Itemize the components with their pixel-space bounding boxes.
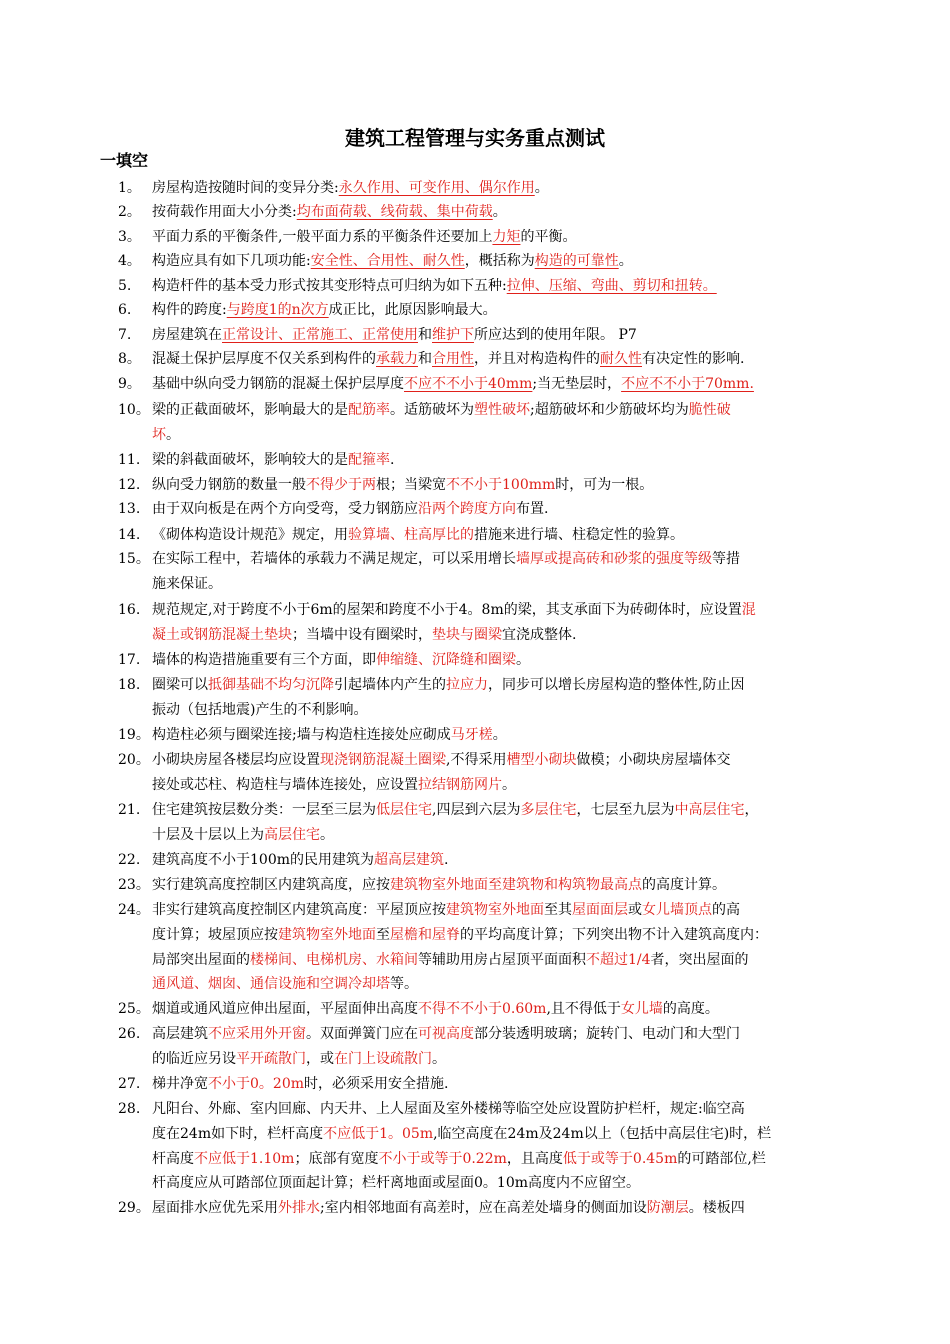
question-text: 杆高度 bbox=[152, 1150, 194, 1167]
question-text: 宜浇成整体. bbox=[502, 626, 577, 643]
item-text-line bbox=[152, 1147, 766, 1172]
answer-text: 建筑物室外地面 bbox=[278, 926, 376, 943]
question-text: 。 bbox=[492, 204, 507, 220]
question-text: 构造杆件的基本受力形式按其变形特点可归纳为如下五种: bbox=[152, 278, 507, 294]
answer-text: 女儿墙 bbox=[620, 1001, 663, 1017]
question-text: 。 bbox=[166, 426, 180, 443]
question-text: ;室内相邻地面有高差时，应在高差处墙身的侧面加设 bbox=[320, 1200, 647, 1216]
answer-text: 与跨度1的n次方 bbox=[226, 302, 329, 318]
item-number: 7. bbox=[118, 327, 132, 343]
item-text-line bbox=[152, 723, 507, 748]
item-number: 23。 bbox=[118, 877, 150, 893]
item-number: 17. bbox=[118, 652, 141, 668]
item-number: 25。 bbox=[118, 1001, 150, 1017]
item-text-line bbox=[152, 1022, 740, 1047]
answer-text: 建筑物室外地面 bbox=[446, 902, 544, 918]
item-text-line bbox=[152, 898, 740, 923]
question-text: 梁的斜截面破坏，影响较大的是 bbox=[152, 452, 348, 468]
item-number: 28. bbox=[118, 1101, 141, 1117]
question-text: 梁的正截面破坏，影响最大的是 bbox=[152, 402, 348, 418]
answer-text: 低层住宅 bbox=[376, 802, 432, 818]
answer-text: 塑性破坏 bbox=[474, 402, 530, 418]
answer-text: 通风道、烟囱、通信设施和空调冷却塔 bbox=[152, 976, 390, 993]
answer-text: 防潮层 bbox=[646, 1200, 689, 1216]
item-text-line bbox=[152, 347, 744, 372]
question-text: ,四层到六层为 bbox=[432, 802, 521, 818]
question-text: 的高度。 bbox=[662, 1001, 719, 1017]
answer-text: 承载力 bbox=[376, 351, 418, 367]
question-text: 施来保证。 bbox=[152, 575, 222, 592]
answer-text: 马牙槎 bbox=[450, 727, 493, 743]
question-text: 纵向受力钢筋的数量一般 bbox=[152, 477, 306, 493]
answer-text: 安全性、合用性、耐久性 bbox=[310, 253, 465, 269]
item-text-line bbox=[152, 1072, 448, 1097]
item-text-line bbox=[152, 848, 448, 873]
question-text: 和 bbox=[418, 327, 432, 343]
question-text: 小砌块房屋各楼层均应设置 bbox=[152, 752, 320, 768]
question-text: 由于双向板是在两个方向受弯，受力钢筋应 bbox=[152, 501, 418, 517]
item-number: 8。 bbox=[118, 351, 141, 367]
answer-text: 永久作用、可变作用、偶尔作用 bbox=[338, 180, 535, 196]
item-number: 18. bbox=[118, 677, 141, 693]
item-text-line bbox=[152, 873, 726, 898]
answer-text: 耐久性 bbox=[600, 351, 642, 367]
question-text: 房屋建筑在 bbox=[152, 327, 222, 343]
item-text-line bbox=[152, 448, 394, 473]
question-text: 实行建筑高度控制区内建筑高度，应按 bbox=[152, 877, 390, 893]
item-text-line bbox=[152, 423, 180, 448]
question-text: 的高 bbox=[712, 902, 740, 918]
question-text: ，并且对构造构件的 bbox=[474, 351, 600, 367]
question-text: ，七层至九层为 bbox=[576, 802, 675, 818]
question-text: ，同步可以增长房屋构造的整体性,防止因 bbox=[488, 677, 745, 693]
question-text: 和 bbox=[418, 351, 432, 367]
question-text: 所应达到的使用年限。 P7 bbox=[474, 327, 637, 343]
answer-text: 可视高度 bbox=[418, 1026, 474, 1042]
item-number: 16. bbox=[118, 602, 141, 618]
question-text: 等措 bbox=[712, 551, 740, 567]
question-text: ，概括称为 bbox=[464, 253, 535, 269]
item-text-line bbox=[152, 225, 576, 250]
question-text: 《砌体构造设计规范》规定，用 bbox=[152, 527, 348, 543]
answer-text: 力矩 bbox=[492, 229, 521, 245]
answer-text: 配箍率 bbox=[348, 452, 390, 468]
question-text: 度计算；坡屋顶应按 bbox=[152, 926, 278, 943]
item-text-line bbox=[152, 997, 719, 1022]
item-number: 3。 bbox=[118, 229, 141, 245]
item-text-line bbox=[152, 648, 530, 673]
question-text: 高层建筑 bbox=[152, 1026, 208, 1042]
question-text: 成正比，此原因影响最大。 bbox=[328, 302, 497, 318]
question-text: 烟道或通风道应伸出屋面，平屋面伸出高度 bbox=[152, 1001, 418, 1017]
answer-text: 多层住宅 bbox=[520, 802, 577, 818]
item-number: 15。 bbox=[118, 551, 150, 567]
question-text: 的平均高度计算；下列突出物不计入建筑高度内： bbox=[460, 926, 768, 943]
question-text: 房屋构造按随时间的变异分类: bbox=[152, 180, 339, 196]
answer-text: 不超过1/4 bbox=[586, 951, 651, 968]
question-text: 杆高度应从可踏部位顶面起计算；栏杆离地面或屋面0。10m高度内不应留空。 bbox=[152, 1175, 640, 1192]
item-text-line bbox=[152, 972, 418, 997]
answer-text: 凝土或钢筋混凝土垫块 bbox=[152, 626, 292, 643]
question-text: 根；当梁宽 bbox=[376, 477, 446, 493]
answer-text: 正常设计、正常施工、正常使用 bbox=[222, 327, 418, 343]
question-text: 十层及十层以上为 bbox=[152, 826, 264, 843]
answer-text: 中高层住宅 bbox=[674, 802, 745, 818]
question-text: 混凝土保护层厚度不仅关系到构件的 bbox=[152, 351, 376, 367]
item-text-line bbox=[152, 798, 758, 823]
question-text: ;超筋破坏和少筋破坏均为 bbox=[530, 402, 689, 418]
question-text: . bbox=[390, 452, 395, 468]
answer-text: 拉应力 bbox=[446, 677, 488, 693]
answer-text: 建筑物室外地面至建筑物和构筑物最高点 bbox=[390, 877, 642, 893]
question-text: 凡阳台、外廊、室内回廊、内天井、上人屋面及室外楼梯等临空处应设置防护栏杆，规定:临空高 bbox=[152, 1101, 745, 1117]
answer-text: 高层住宅 bbox=[264, 826, 320, 843]
question-text: 引起墙体内产生的 bbox=[334, 677, 446, 693]
item-text-line bbox=[152, 176, 549, 201]
item-text-line bbox=[152, 200, 507, 225]
answer-text: 墙厚或提高砖和砂浆的强度等级 bbox=[516, 551, 712, 567]
answer-text: 抵御基础不均匀沉降 bbox=[208, 677, 334, 693]
answer-text: 现浇钢筋混凝土圈梁 bbox=[320, 752, 446, 768]
item-text-line bbox=[152, 249, 633, 274]
question-text: . bbox=[444, 852, 449, 868]
answer-text: 伸缩缝、沉降缝和圈梁 bbox=[376, 652, 516, 668]
item-text-line bbox=[152, 698, 367, 723]
item-text-line bbox=[152, 948, 749, 973]
question-text: 的可踏部位,栏 bbox=[677, 1150, 766, 1167]
item-text-line bbox=[152, 274, 717, 299]
item-number: 22. bbox=[118, 852, 141, 868]
question-text: 。 bbox=[432, 1050, 446, 1067]
question-text: ，且高度 bbox=[506, 1150, 563, 1167]
answer-text: 不得少于两 bbox=[306, 477, 376, 493]
answer-text: 脆性破 bbox=[688, 402, 731, 418]
item-text-line bbox=[152, 298, 497, 323]
answer-text: 沿两个跨度方向 bbox=[418, 501, 516, 517]
answer-text: 低于或等于0.45m bbox=[562, 1150, 678, 1167]
answer-text: 验算墙、柱高厚比的 bbox=[348, 527, 474, 543]
item-number: 11. bbox=[118, 452, 141, 468]
question-text: 按荷载作用面大小分类: bbox=[152, 204, 297, 220]
item-text-line bbox=[152, 748, 730, 773]
question-text: 。 bbox=[516, 652, 530, 668]
item-number: 24。 bbox=[118, 902, 150, 918]
question-text: ， bbox=[744, 802, 759, 818]
answer-text: 不得不不小于0.60m bbox=[418, 1001, 547, 1017]
question-text: 构造应具有如下几项功能: bbox=[152, 253, 311, 269]
question-text: 构件的跨度: bbox=[152, 302, 227, 318]
document-title: 建筑工程管理与实务重点测试 bbox=[345, 126, 605, 150]
question-text: 时，必须采用安全措施. bbox=[304, 1076, 449, 1092]
answer-text: 拉结钢筋网片 bbox=[418, 776, 502, 793]
item-number: 1。 bbox=[118, 180, 141, 196]
item-text-line bbox=[152, 1047, 446, 1072]
question-text: 。双面弹簧门应在 bbox=[306, 1026, 418, 1042]
answer-text: 不应不不小于40mm bbox=[404, 376, 533, 392]
item-text-line bbox=[152, 398, 731, 423]
question-text: 规范规定,对于跨度不小于6m的屋架和跨度不小于4。8m的梁，其支承面下为砖砌体时，应设置 bbox=[152, 602, 742, 618]
question-text: 屋面排水应优先采用 bbox=[152, 1200, 278, 1216]
question-text: ,临空高度在24m及24m以上（包括中高层住宅)时，栏 bbox=[433, 1125, 772, 1142]
question-text: 振动（包括地震)产生的不利影响。 bbox=[152, 701, 368, 718]
question-text: 平面力系的平衡条件,一般平面力系的平衡条件还要加上 bbox=[152, 229, 493, 245]
answer-text: 混 bbox=[741, 602, 756, 618]
question-text: 有决定性的影响. bbox=[642, 351, 745, 367]
item-text-line bbox=[152, 1196, 745, 1221]
answer-text: 平开疏散门 bbox=[236, 1050, 306, 1067]
question-text: 至 bbox=[376, 926, 390, 943]
question-text: 的高度计算。 bbox=[642, 877, 726, 893]
section-heading: 一填空 bbox=[100, 151, 149, 170]
question-text: 布置. bbox=[516, 501, 549, 517]
question-text: 。 bbox=[320, 826, 334, 843]
item-number: 29。 bbox=[118, 1200, 150, 1216]
item-number: 12. bbox=[118, 477, 141, 493]
item-text-line bbox=[152, 523, 684, 548]
item-text-line bbox=[152, 572, 222, 597]
answer-text: 拉伸、压缩、弯曲、剪切和扭转。 bbox=[506, 278, 717, 294]
answer-text: 不小于或等于0.22m bbox=[378, 1150, 507, 1167]
question-text: 等辅助用房占屋顶平面面积 bbox=[418, 951, 586, 968]
question-text: 在实际工程中，若墙体的承载力不满足规定，可以采用增长 bbox=[152, 551, 516, 567]
answer-text: 维护下 bbox=[432, 327, 474, 343]
item-number: 2。 bbox=[118, 204, 141, 220]
question-text: ,且不得低于 bbox=[546, 1001, 621, 1017]
question-text: 者，突出屋面的 bbox=[650, 951, 749, 968]
question-text: 做模；小砌块房屋墙体交 bbox=[576, 752, 731, 768]
item-text-line bbox=[152, 773, 516, 798]
answer-text: 不小于0。20m bbox=[208, 1076, 304, 1092]
question-text: 。 bbox=[502, 776, 516, 793]
question-text: 墙体的构造措施重要有三个方面，即 bbox=[152, 652, 376, 668]
item-number: 19。 bbox=[118, 727, 150, 743]
question-text: 措施来进行墙、柱稳定性的验算。 bbox=[474, 527, 684, 543]
answer-text: 不应低于1.10m bbox=[194, 1150, 295, 1167]
question-text: 非实行建筑高度控制区内建筑高度：平屋顶应按 bbox=[152, 902, 446, 918]
answer-text: 在门上设疏散门 bbox=[334, 1050, 432, 1067]
item-text-line bbox=[152, 1097, 745, 1122]
question-text: 等。 bbox=[390, 976, 418, 993]
answer-text: 槽型小砌块 bbox=[506, 752, 577, 768]
answer-text: 女儿墙顶点 bbox=[642, 902, 712, 918]
item-number: 9。 bbox=[118, 376, 141, 392]
answer-text: 坏 bbox=[152, 426, 166, 443]
question-text: 。 bbox=[618, 253, 633, 269]
item-text-line bbox=[152, 1122, 771, 1147]
question-text: 。适筋破坏为 bbox=[390, 402, 474, 418]
item-number: 6. bbox=[118, 302, 132, 318]
item-text-line bbox=[152, 598, 756, 623]
item-number: 27. bbox=[118, 1076, 141, 1092]
item-text-line bbox=[152, 547, 740, 572]
answer-text: 不不小于100mm bbox=[446, 477, 556, 493]
answer-text: 屋面面层 bbox=[572, 902, 628, 918]
item-number: 10。 bbox=[118, 402, 150, 418]
question-text: 构造柱必须与圈梁连接;墙与构造柱连接处应砌成 bbox=[152, 727, 451, 743]
question-text: ;当无垫层时， bbox=[532, 376, 622, 392]
question-text: 基础中纵向受力钢筋的混凝土保护层厚度 bbox=[152, 376, 404, 392]
answer-text: 屋檐和屋脊 bbox=[390, 926, 460, 943]
answer-text: 外排水 bbox=[278, 1200, 320, 1216]
answer-text: 楼梯间、电梯机房、水箱间 bbox=[250, 951, 418, 968]
answer-text: 合用性 bbox=[432, 351, 474, 367]
question-text: 部分装透明玻璃；旋转门、电动门和大型门 bbox=[474, 1026, 740, 1042]
item-text-line bbox=[152, 673, 744, 698]
item-number: 20。 bbox=[118, 752, 150, 768]
item-text-line bbox=[152, 823, 334, 848]
question-text: 。 bbox=[492, 727, 507, 743]
question-text: 度在24m如下时，栏杆高度 bbox=[152, 1125, 324, 1142]
item-number: 13. bbox=[118, 501, 141, 517]
item-number: 5. bbox=[118, 278, 132, 294]
question-text: 至其 bbox=[544, 902, 572, 918]
answer-text: 垫块与圈梁 bbox=[432, 626, 502, 643]
question-text: ；当墙中设有圈梁时， bbox=[292, 626, 432, 643]
item-text-line bbox=[152, 372, 754, 397]
question-text: 住宅建筑按层数分类：一层至三层为 bbox=[152, 802, 376, 818]
question-text: 的平衡。 bbox=[520, 229, 577, 245]
item-number: 26. bbox=[118, 1026, 141, 1042]
question-text: ,不得采用 bbox=[446, 752, 507, 768]
question-text: ，或 bbox=[306, 1050, 334, 1067]
answer-text: 配筋率 bbox=[348, 402, 390, 418]
question-text: 接处或芯柱、构造柱与墙体连接处，应设置 bbox=[152, 776, 418, 793]
answer-text: 构造的可靠性 bbox=[534, 253, 619, 269]
item-text-line bbox=[152, 1171, 640, 1196]
question-text: ；底部有宽度 bbox=[294, 1150, 379, 1167]
question-text: 时，可为一根。 bbox=[555, 477, 654, 493]
item-text-line bbox=[152, 323, 637, 348]
answer-text: 不应不不小于70mm. bbox=[621, 376, 754, 392]
item-text-line bbox=[152, 497, 548, 522]
question-text: 局部突出屋面的 bbox=[152, 951, 250, 968]
answer-text: 超高层建筑 bbox=[374, 852, 444, 868]
item-text-line bbox=[152, 623, 576, 648]
question-text: 圈梁可以 bbox=[152, 677, 208, 693]
answer-text: 不应低于1。05m bbox=[323, 1125, 434, 1142]
question-text: 的临近应另设 bbox=[152, 1050, 236, 1067]
question-text: 梯井净宽 bbox=[152, 1076, 208, 1092]
answer-text: 均布面荷载、线荷载、集中荷载 bbox=[296, 204, 493, 220]
item-number: 4。 bbox=[118, 253, 141, 269]
answer-text: 不应采用外开窗 bbox=[208, 1026, 306, 1042]
item-number: 21. bbox=[118, 802, 141, 818]
item-text-line bbox=[152, 473, 653, 498]
question-text: 。楼板四 bbox=[688, 1200, 745, 1216]
question-text: 或 bbox=[628, 902, 642, 918]
item-number: 14. bbox=[118, 527, 141, 543]
question-text: 。 bbox=[534, 180, 549, 196]
question-text: 建筑高度不小于100m的民用建筑为 bbox=[152, 852, 374, 868]
item-text-line bbox=[152, 923, 768, 948]
